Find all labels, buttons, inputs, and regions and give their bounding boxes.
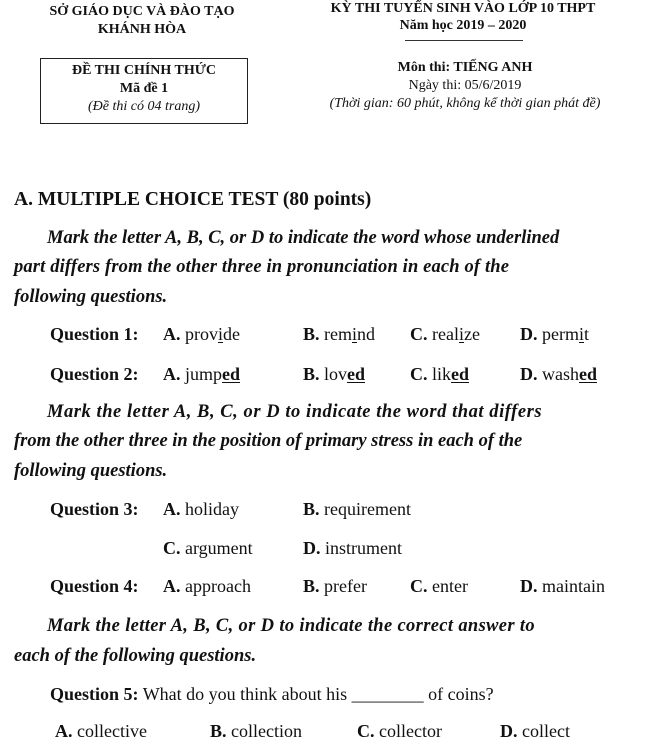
question-5-blank: ________ bbox=[351, 684, 424, 704]
exam-code: Mã đề 1 bbox=[119, 81, 169, 96]
question-5-stem-pre: What do you think about his bbox=[138, 684, 352, 704]
q1-option-b bbox=[303, 324, 375, 345]
q2-d-letter: D. bbox=[520, 364, 538, 384]
stress-instruction-line1: Mark the letter A, B, C, or D to indicate the word that differs bbox=[47, 402, 543, 422]
section-title: A. MULTIPLE CHOICE TEST (80 points) bbox=[14, 189, 372, 210]
q3-a-text: holiday bbox=[180, 499, 239, 519]
question-3-label: Question 3: bbox=[50, 499, 139, 519]
q4-a-letter: A. bbox=[163, 576, 181, 596]
q5-option-c bbox=[357, 721, 442, 742]
official-exam-label: ĐỀ THI CHÍNH THỨC bbox=[71, 63, 217, 78]
q2-option-a bbox=[163, 364, 240, 385]
q1-option-d bbox=[520, 324, 589, 345]
q4-d-text: maintain bbox=[537, 576, 605, 596]
q1-d-underlined: i bbox=[578, 324, 584, 344]
q5-c-text: collector bbox=[374, 721, 442, 741]
q2-option-b bbox=[303, 364, 365, 385]
q2-option-d bbox=[520, 364, 597, 385]
q3-option-b bbox=[303, 499, 411, 520]
q3-a-letter: A. bbox=[163, 499, 181, 519]
q2-b-pre: lov bbox=[319, 364, 348, 384]
question-2-label: Question 2: bbox=[50, 364, 139, 384]
q1-c-post: ze bbox=[464, 324, 480, 344]
q3-b-text: requirement bbox=[319, 499, 411, 519]
q3-c-text: argument bbox=[180, 538, 253, 558]
q4-b-text: prefer bbox=[319, 576, 367, 596]
q2-a-pre: jump bbox=[180, 364, 223, 384]
q5-c-letter: C. bbox=[357, 721, 375, 741]
q3-d-text: instrument bbox=[320, 538, 402, 558]
subject-label: Môn thi: TIẾNG ANH bbox=[397, 60, 533, 75]
school-year: Năm học 2019 – 2020 bbox=[399, 18, 527, 33]
q2-option-c bbox=[410, 364, 469, 385]
q1-a-pre: prov bbox=[180, 324, 218, 344]
q3-option-a bbox=[163, 499, 239, 520]
q3-option-c bbox=[163, 538, 253, 559]
pronunciation-instruction-line3: following questions. bbox=[14, 287, 168, 307]
q1-c-underlined: i bbox=[458, 324, 464, 344]
q1-b-underlined: i bbox=[352, 324, 358, 344]
q1-b-letter: B. bbox=[303, 324, 320, 344]
q2-c-underlined: ed bbox=[451, 364, 470, 384]
q1-d-post: t bbox=[584, 324, 590, 344]
q1-b-pre: rem bbox=[319, 324, 352, 344]
q1-option-c bbox=[410, 324, 480, 345]
question-4 bbox=[50, 576, 139, 597]
question-4-label: Question 4: bbox=[50, 576, 139, 596]
stress-instruction-line2: from the other three in the position of primary stress in each of the bbox=[14, 431, 523, 451]
q5-b-letter: B. bbox=[210, 721, 227, 741]
q1-c-pre: real bbox=[427, 324, 459, 344]
q2-d-underlined: ed bbox=[579, 364, 597, 384]
page-count-note: (Đề thi có 04 trang) bbox=[88, 99, 200, 114]
correct-instruction-line2: each of the following questions. bbox=[14, 646, 257, 666]
correct-instruction-line1: Mark the letter A, B, C, or D to indicate the correct answer to bbox=[47, 616, 535, 636]
q4-b-letter: B. bbox=[303, 576, 320, 596]
q1-d-letter: D. bbox=[520, 324, 538, 344]
question-3 bbox=[50, 499, 139, 520]
stress-instruction-line3: following questions. bbox=[14, 461, 168, 481]
q4-option-c bbox=[410, 576, 468, 597]
question-2 bbox=[50, 364, 139, 385]
q5-a-letter: A. bbox=[55, 721, 73, 741]
official-exam-box bbox=[40, 58, 248, 124]
q2-b-letter: B. bbox=[303, 364, 320, 384]
q1-c-letter: C. bbox=[410, 324, 428, 344]
q3-d-letter: D. bbox=[303, 538, 321, 558]
q4-c-letter: C. bbox=[410, 576, 428, 596]
q2-b-underlined: ed bbox=[347, 364, 366, 384]
department-name bbox=[28, 3, 256, 39]
q4-option-a bbox=[163, 576, 251, 597]
q1-b-post: nd bbox=[357, 324, 376, 344]
q5-d-text: collect bbox=[517, 721, 570, 741]
q4-c-text: enter bbox=[427, 576, 468, 596]
q2-d-pre: wash bbox=[537, 364, 579, 384]
q5-option-a bbox=[55, 721, 147, 742]
q1-a-post: de bbox=[223, 324, 241, 344]
pronunciation-instruction-line2: part differs from the other three in pronunciation in each of the bbox=[14, 257, 510, 277]
question-1 bbox=[50, 324, 139, 345]
q5-a-text: collective bbox=[72, 721, 147, 741]
exam-date: Ngày thi: 05/6/2019 bbox=[408, 78, 522, 93]
q1-d-pre: perm bbox=[537, 324, 579, 344]
exam-heading bbox=[288, 0, 638, 35]
department-line2: KHÁNH HÒA bbox=[97, 22, 187, 37]
department-line1: SỞ GIÁO DỤC VÀ ĐÀO TẠO bbox=[49, 4, 235, 19]
q3-c-letter: C. bbox=[163, 538, 181, 558]
q2-a-letter: A. bbox=[163, 364, 181, 384]
q1-a-letter: A. bbox=[163, 324, 181, 344]
question-5-label: Question 5: bbox=[50, 684, 139, 704]
pronunciation-instruction-line1: Mark the letter A, B, C, or D to indicate the word whose underlined bbox=[47, 228, 560, 248]
exam-info bbox=[290, 59, 640, 113]
q1-a-underlined: i bbox=[218, 324, 224, 344]
q5-d-letter: D. bbox=[500, 721, 518, 741]
q5-b-text: collection bbox=[226, 721, 302, 741]
q1-option-a bbox=[163, 324, 240, 345]
q5-option-b bbox=[210, 721, 302, 742]
q4-option-b bbox=[303, 576, 367, 597]
q4-d-letter: D. bbox=[520, 576, 538, 596]
q2-c-letter: C. bbox=[410, 364, 428, 384]
q4-option-d bbox=[520, 576, 605, 597]
q4-a-text: approach bbox=[180, 576, 251, 596]
q3-option-d bbox=[303, 538, 402, 559]
exam-heading-line1: KỲ THI TUYỂN SINH VÀO LỚP 10 THPT bbox=[330, 1, 596, 16]
exam-duration: (Thời gian: 60 phút, không kể thời gian phát đề) bbox=[329, 96, 601, 111]
q5-option-d bbox=[500, 721, 570, 742]
question-5-stem-post: of coins? bbox=[423, 684, 494, 704]
q2-a-underlined: ed bbox=[222, 364, 241, 384]
question-5 bbox=[50, 684, 494, 705]
q3-b-letter: B. bbox=[303, 499, 320, 519]
heading-underline bbox=[405, 40, 523, 41]
q2-c-pre: lik bbox=[427, 364, 452, 384]
question-1-label: Question 1: bbox=[50, 324, 139, 344]
